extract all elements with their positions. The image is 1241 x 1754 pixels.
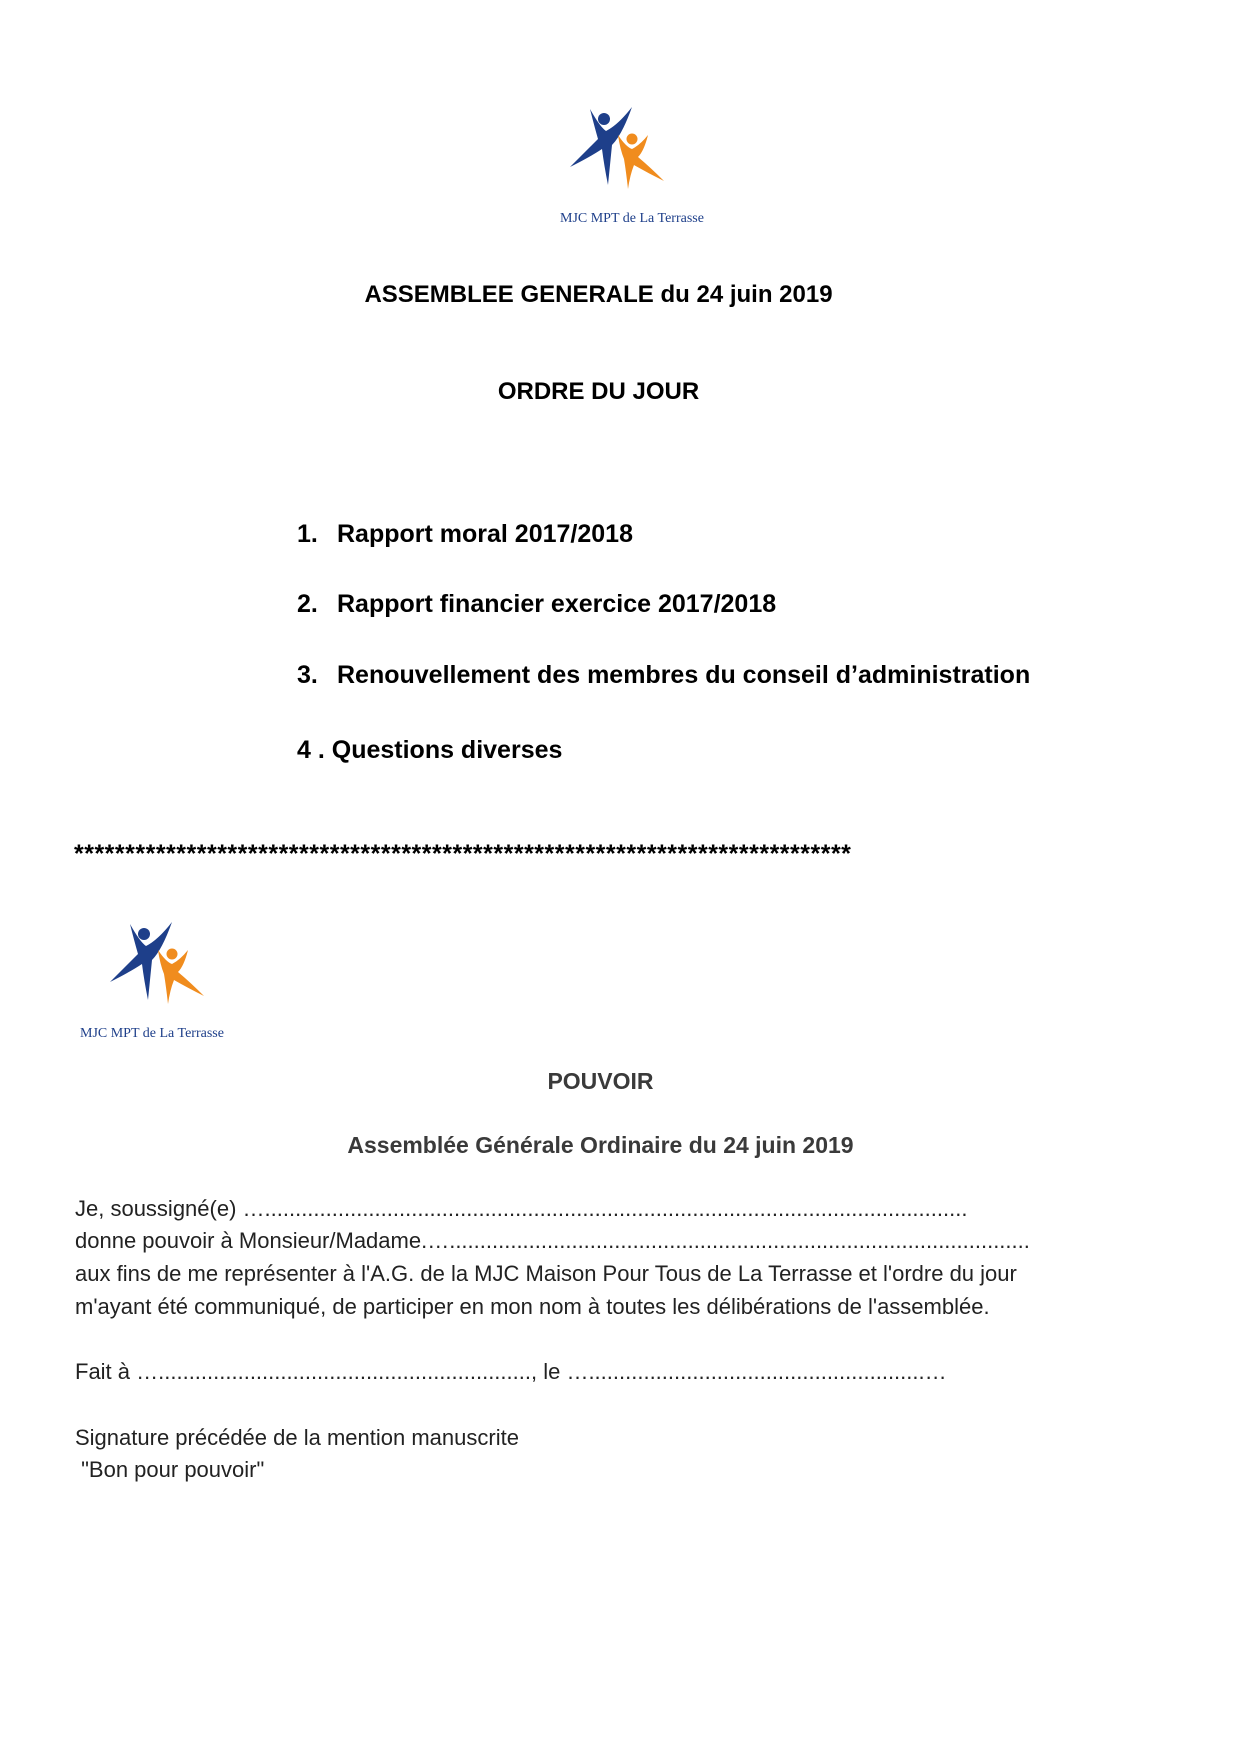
logo-caption: MJC MPT de La Terrasse [560, 211, 704, 226]
mjc-logo-figures-icon [95, 920, 225, 1020]
proxy-line-representative: donne pouvoir à Monsieur/Madame.…............................................................................................... [75, 1228, 1030, 1253]
mjc-logo-bottom [75, 920, 245, 1050]
agenda-item-label: Rapport financier exercice 2017/2018 [337, 590, 777, 618]
asterisk-separator: **************************************************************************** [74, 840, 852, 868]
agenda-item [297, 736, 562, 765]
agenda-item-label: Questions diverses [331, 736, 563, 764]
agenda-item-number: 4 . [297, 736, 325, 764]
agenda-item-number: 1. [297, 520, 318, 548]
agenda-item [297, 520, 633, 549]
proxy-line-purpose-cont: m'ayant été communiqué, de participer en mon nom à toutes les délibérations de l'assemblée. [75, 1294, 990, 1319]
agenda-item [297, 661, 1030, 690]
proxy-subtitle: Assemblée Générale Ordinaire du 24 juin 2019 [347, 1132, 854, 1158]
agenda-item-number: 2. [297, 590, 318, 618]
proxy-line-purpose: aux fins de me représenter à l'A.G. de la MJC Maison Pour Tous de La Terrasse et l'ordre du jour [75, 1261, 1017, 1286]
agenda-item [297, 590, 776, 619]
mjc-logo-top [560, 105, 710, 235]
agenda-heading: ORDRE DU JOUR [497, 378, 700, 405]
proxy-title: POUVOIR [547, 1068, 654, 1094]
assembly-title: ASSEMBLEE GENERALE du 24 juin 2019 [364, 281, 833, 308]
agenda-item-number: 3. [297, 661, 318, 689]
logo-caption: MJC MPT de La Terrasse [80, 1026, 224, 1041]
agenda-item-label: Renouvellement des membres du conseil d’administration [337, 661, 1031, 689]
proxy-line-name: Je, soussigné(e) …................................................................................................................... [75, 1196, 968, 1221]
agenda-item-label: Rapport moral 2017/2018 [337, 520, 633, 548]
mjc-logo-figures-icon [560, 105, 680, 205]
proxy-line-place-date: Fait à …............................................................., le ….......................................................… [75, 1359, 947, 1384]
proxy-line-bon-pour-pouvoir: "Bon pour pouvoir" [75, 1457, 265, 1482]
proxy-line-signature: Signature précédée de la mention manuscrite [75, 1425, 519, 1450]
